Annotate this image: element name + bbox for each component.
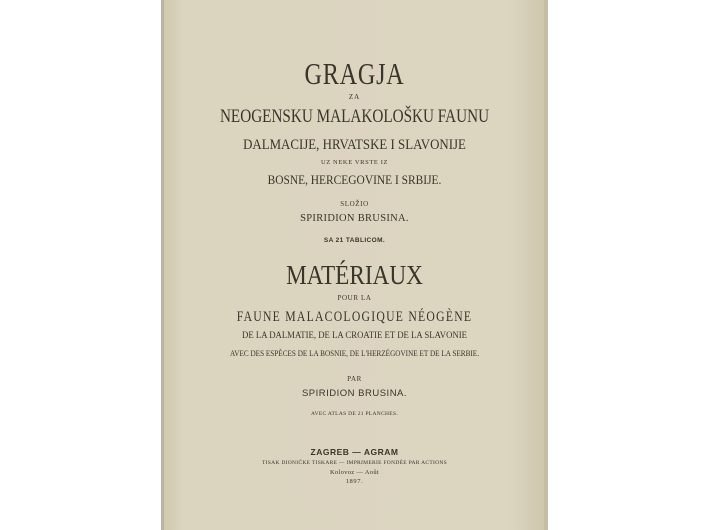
french-regions2: AVEC DES ESPÈCES DE LA BOSNIE, DE L'HERZÉGOVINE ET DE LA SERBIE.: [229, 349, 480, 358]
croatian-subtitle: NEOGENSKU MALAKOLOŠKU FAUNU: [219, 106, 490, 127]
french-pour-la: POUR LA: [337, 294, 372, 302]
croatian-tables: SA 21 TABLICOM.: [323, 237, 386, 244]
croatian-slozio: SLOŽIO: [340, 200, 369, 208]
title-page: [161, 0, 548, 530]
french-title: MATÉRIAUX: [286, 260, 423, 290]
french-par: PAR: [347, 375, 362, 383]
imprint-year: 1897.: [345, 478, 364, 485]
imprint-date: Kolovoz — Août: [330, 469, 379, 476]
french-author: SPIRIDION BRUSINA.: [301, 388, 408, 399]
imprint-printer: TISAK DIONIČKE TISKARE — IMPRIMERIE FONDÉE PAR ACTIONS: [261, 460, 448, 466]
croatian-regions: DALMACIJE, HRVATSKE I SLAVONIJE: [243, 137, 466, 153]
croatian-regions2: BOSNE, HERCEGOVINE I SRBIJE.: [267, 172, 442, 187]
croatian-za: ZA: [348, 93, 361, 101]
croatian-uz-neke: UZ NEKE VRSTE IZ: [320, 159, 389, 166]
french-atlas: AVEC ATLAS DE 21 PLANCHES.: [311, 411, 398, 417]
croatian-title: GRAGJA: [304, 56, 405, 91]
imprint-city: ZAGREB — AGRAM: [310, 447, 399, 457]
french-subtitle: FAUNE MALACOLOGIQUE NÉOGÈNE: [236, 309, 473, 325]
croatian-author: SPIRIDION BRUSINA.: [300, 213, 409, 224]
french-regions: DE LA DALMATIE, DE LA CROATIE ET DE LA SLAVONIE: [242, 331, 467, 341]
